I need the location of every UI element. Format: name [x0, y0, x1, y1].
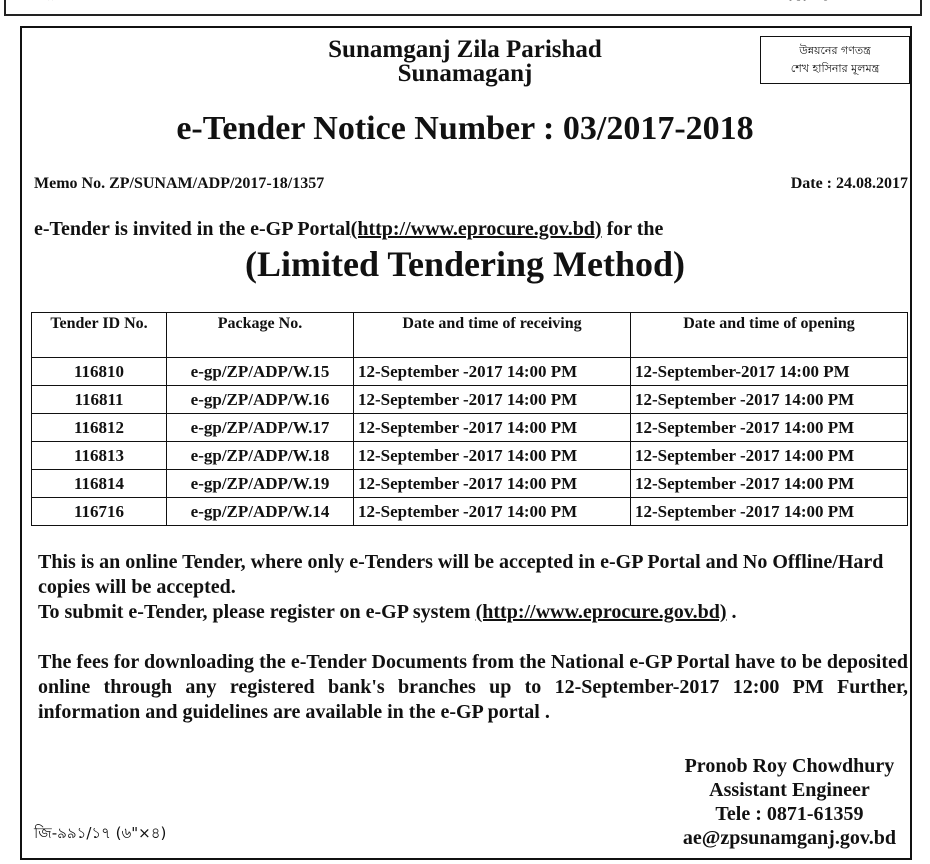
- table-row: [32, 358, 908, 386]
- col-header-package: Package No.: [167, 313, 354, 358]
- cell-opening: 12-September -2017 14:00 PM: [631, 498, 908, 526]
- invite-post: for the: [601, 218, 664, 240]
- table-row: [32, 498, 908, 526]
- signatory-designation: Assistant Engineer: [709, 779, 870, 801]
- org-place: Sunamaganj: [397, 60, 533, 87]
- signatory-email[interactable]: ae@zpsunamganj.gov.bd: [682, 827, 896, 849]
- slogan-line-1: উন্নয়নের গণতন্ত্র: [799, 44, 871, 57]
- signatory-phone: Tele : 0871-61359: [715, 803, 864, 825]
- col-header-tender-id: Tender ID No.: [32, 313, 167, 358]
- portal-link[interactable]: (http://www.eprocure.gov.bd): [350, 218, 602, 240]
- col-header-opening: Date and time of opening: [631, 313, 908, 358]
- cell-receiving: 12-September -2017 14:00 PM: [354, 498, 631, 526]
- slogan-line-2: শেখ হাসিনার মূলমন্ত্র: [790, 62, 880, 75]
- cell-opening: 12-September -2017 14:00 PM: [631, 414, 908, 442]
- table-header-row: [32, 313, 908, 358]
- cell-tender-id: 116810: [32, 358, 167, 386]
- register-post: .: [726, 601, 737, 623]
- fees-paragraph: The fees for downloading the e-Tender Documents from the National e-GP Portal have to be deposited online through any registered bank's branches up to 12-September-2017 12:00 PM Further, information and guidelines are available in the e-GP portal .: [38, 651, 908, 723]
- invitation-text: [34, 218, 663, 241]
- table-row: [32, 470, 908, 498]
- cell-package: e-gp/ZP/ADP/W.14: [167, 498, 354, 526]
- signatory-name: Pronob Roy Chowdhury: [684, 755, 895, 777]
- org-name: Sunamganj Zila Parishad: [328, 36, 602, 63]
- cell-receiving: 12-September -2017 14:00 PM: [354, 442, 631, 470]
- slogan-box: [760, 36, 910, 84]
- cell-tender-id: 116813: [32, 442, 167, 470]
- tendering-method: (Limited Tendering Method): [244, 244, 685, 284]
- cell-receiving: 12-September -2017 14:00 PM: [354, 358, 631, 386]
- cell-receiving: 12-September -2017 14:00 PM: [354, 470, 631, 498]
- cell-tender-id: 116716: [32, 498, 167, 526]
- top-left-fragment: [46, 0, 55, 1]
- cell-package: e-gp/ZP/ADP/W.17: [167, 414, 354, 442]
- cell-package: e-gp/ZP/ADP/W.15: [167, 358, 354, 386]
- register-link[interactable]: (http://www.eprocure.gov.bd): [475, 601, 727, 623]
- cell-opening: 12-September -2017 14:00 PM: [631, 386, 908, 414]
- cell-package: e-gp/ZP/ADP/W.19: [167, 470, 354, 498]
- cell-tender-id: 116812: [32, 414, 167, 442]
- online-only-text: This is an online Tender, where only e-Tenders will be accepted in e-GP Portal and No Offline/Hard copies will be accepted.: [38, 551, 884, 598]
- notice-date: Date : 24.08.2017: [790, 175, 908, 192]
- online-tender-paragraph: [38, 550, 908, 625]
- invite-pre: e-Tender is invited in the e-GP Portal: [34, 218, 351, 240]
- cell-package: e-gp/ZP/ADP/W.18: [167, 442, 354, 470]
- col-header-receiving: Date and time of receiving: [354, 313, 631, 358]
- previous-notice-border: [4, 0, 922, 16]
- publication-code: জি-৯৯১/১৭ (৬"×৪): [34, 824, 167, 842]
- cell-package: e-gp/ZP/ADP/W.16: [167, 386, 354, 414]
- cell-opening: 12-September -2017 14:00 PM: [631, 470, 908, 498]
- cell-receiving: 12-September -2017 14:00 PM: [354, 414, 631, 442]
- table-row: [32, 414, 908, 442]
- memo-number: Memo No. ZP/SUNAM/ADP/2017-18/1357: [34, 175, 325, 192]
- cell-tender-id: 116811: [32, 386, 167, 414]
- register-line: [38, 600, 908, 625]
- cell-opening: 12-September-2017 14:00 PM: [631, 358, 908, 386]
- table-row: [32, 442, 908, 470]
- signature-block: [683, 754, 896, 850]
- tender-table: [31, 312, 908, 526]
- cell-opening: 12-September -2017 14:00 PM: [631, 442, 908, 470]
- notice-title: e-Tender Notice Number : 03/2017-2018: [176, 110, 754, 147]
- cell-receiving: 12-September -2017 14:00 PM: [354, 386, 631, 414]
- table-row: [32, 386, 908, 414]
- top-right-fragment: [754, 0, 850, 1]
- cell-tender-id: 116814: [32, 470, 167, 498]
- register-pre: To submit e-Tender, please register on e-GP system: [38, 601, 476, 623]
